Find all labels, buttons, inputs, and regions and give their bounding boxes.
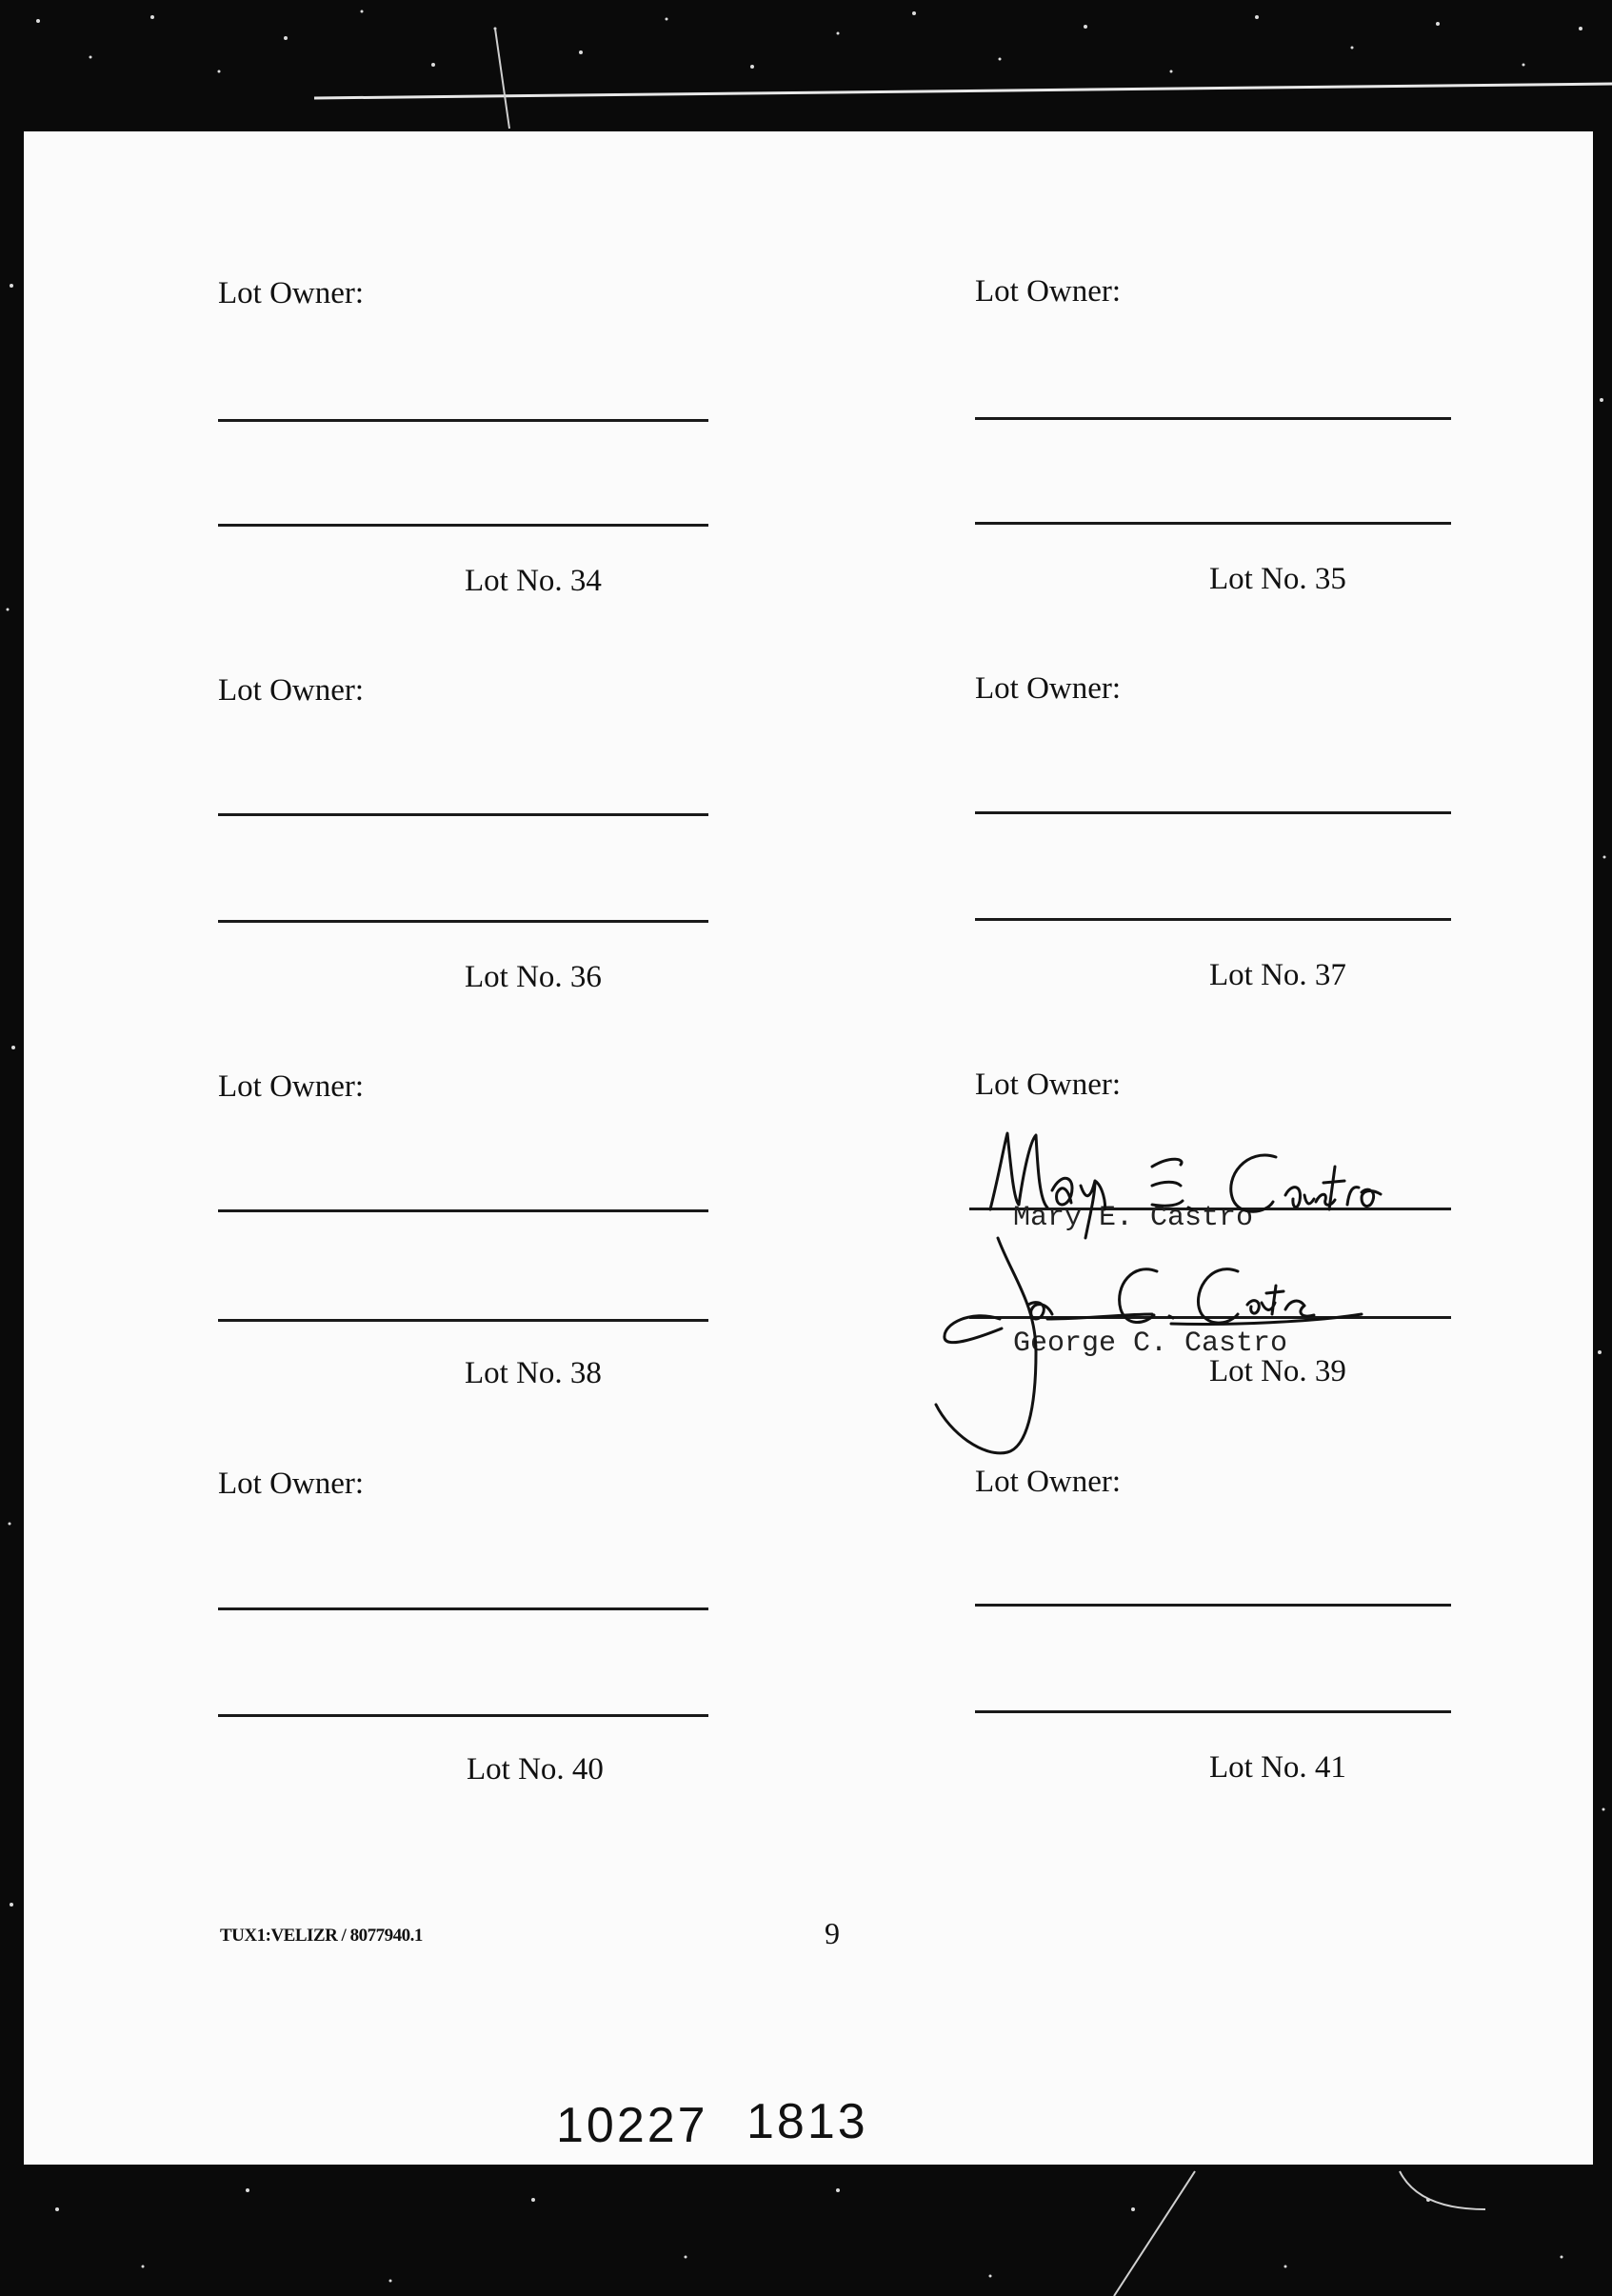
lot-owner-label: Lot Owner: (975, 1465, 1122, 1499)
name-line (218, 1714, 708, 1717)
lot-owner-label: Lot Owner: (975, 274, 1122, 309)
lot-number-label: Lot No. 36 (465, 960, 602, 994)
name-line (975, 1710, 1451, 1713)
lot-number-label: Lot No. 40 (467, 1752, 604, 1787)
lot-owner-label: Lot Owner: (975, 671, 1122, 706)
document-code: TUX1:VELIZR / 8077940.1 (220, 1926, 423, 1946)
name-line (218, 524, 708, 527)
signature-line (218, 419, 708, 422)
page-number: 9 (825, 1916, 840, 1950)
signature-mary-text: Mary E. Castro (962, 1114, 968, 1115)
signature-line (975, 811, 1451, 814)
handwritten-signature-mary (962, 1114, 1457, 1238)
lot-number-label: Lot No. 39 (1209, 1354, 1346, 1388)
lot-number-label: Lot No. 41 (1209, 1750, 1346, 1785)
lot-number-label: Lot No. 37 (1209, 958, 1346, 992)
signature-george-text: George C. Castro (933, 1228, 940, 1229)
name-line (975, 918, 1451, 921)
typed-signer-name: George C. Castro (1013, 1328, 1288, 1360)
name-line (218, 920, 708, 923)
signature-line (218, 813, 708, 816)
recording-stamp-right: 1813 (746, 2094, 868, 2149)
lot-number-label: Lot No. 35 (1209, 562, 1346, 596)
signature-line (218, 1607, 708, 1610)
handwritten-signature-george (933, 1228, 1390, 1457)
lot-owner-label: Lot Owner: (218, 1069, 365, 1104)
name-line (218, 1319, 708, 1322)
name-line (975, 522, 1451, 525)
lot-owner-label: Lot Owner: (218, 673, 365, 708)
signature-line (975, 417, 1451, 420)
lot-number-label: Lot No. 34 (465, 564, 602, 598)
typed-signer-name: Mary E. Castro (1013, 1202, 1254, 1234)
lot-owner-label: Lot Owner: (975, 1068, 1122, 1102)
lot-number-label: Lot No. 38 (465, 1356, 602, 1390)
signature-line (218, 1209, 708, 1212)
lot-owner-label: Lot Owner: (218, 1467, 365, 1501)
lot-owner-label: Lot Owner: (218, 276, 365, 310)
signature-line (975, 1604, 1451, 1607)
recording-stamp-left: 10227 (556, 2098, 708, 2153)
